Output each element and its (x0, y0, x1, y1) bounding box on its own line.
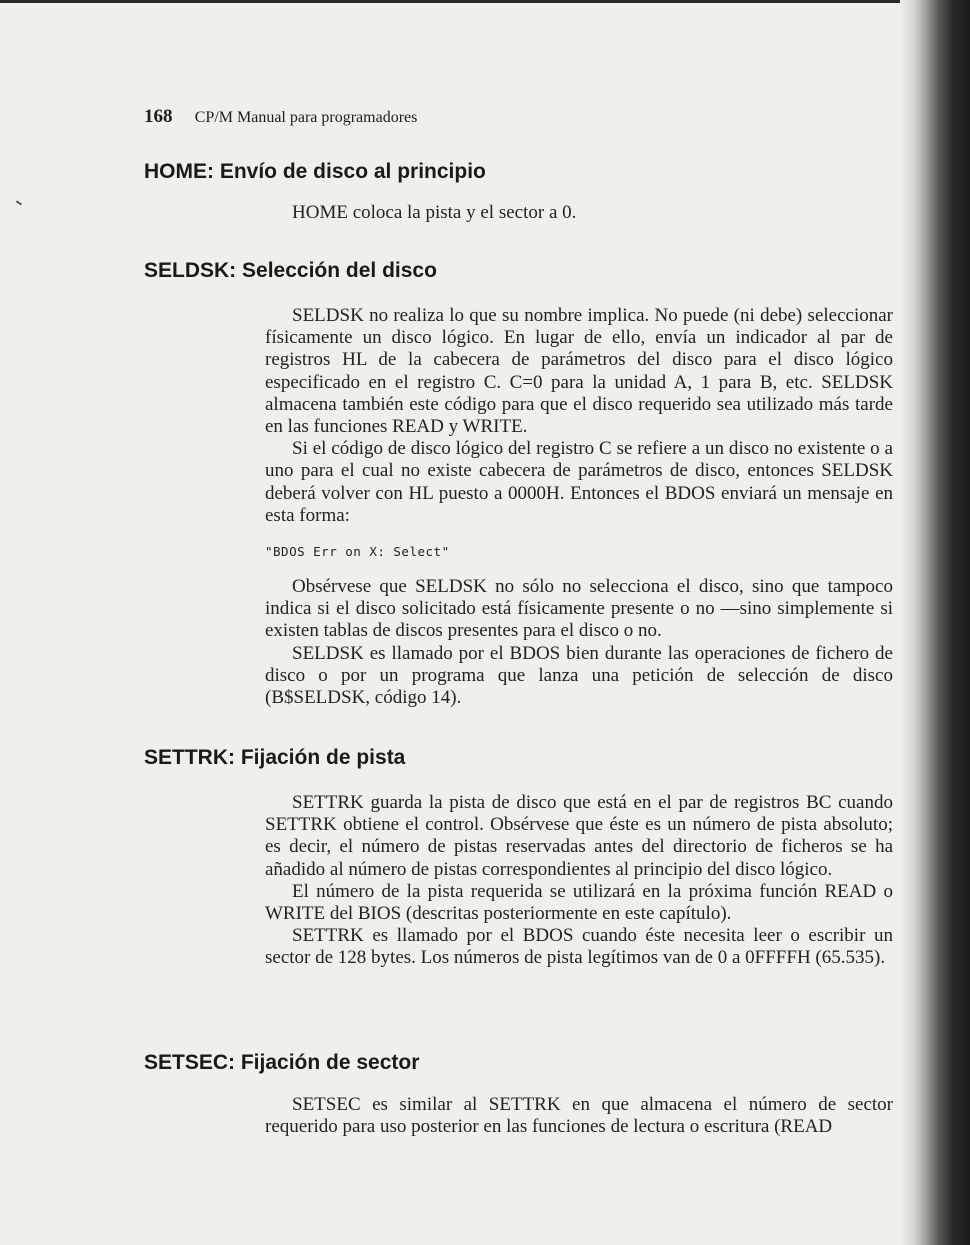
section-body-setsec (265, 1094, 893, 1138)
stray-mark (16, 200, 22, 205)
section-body-settrk (265, 792, 893, 970)
paragraph: SETTRK es llamado por el BDOS cuando éste necesita leer o escribir un sector de 128 bytes. Los números de pista legítimos van de 0 a 0FFFFH (65.535). (265, 925, 893, 969)
section-body-home (265, 202, 893, 224)
top-edge-rule (0, 0, 905, 3)
paragraph: Obsérvese que SELDSK no sólo no selecciona el disco, sino que tampoco indica si el disco solicitado está físicamente presente o no —sino simplemente si existen tablas de discos presentes para el disco o no. (265, 576, 893, 642)
paragraph: El número de la pista requerida se utilizará en la próxima función READ o WRITE del BIOS (descritas posteriormente en este capítulo). (265, 880, 893, 925)
section-body-seldsk (265, 305, 893, 527)
paragraph: SETSEC es similar al SETTRK en que almacena el número de sector requerido para uso posterior en las funciones de lectura o escritura (READ (265, 1094, 893, 1138)
paragraph: SELDSK es llamado por el BDOS bien durante las operaciones de fichero de disco o por un programa que lanza una petición de selección de disco (B$SELDSK, código 14). (265, 642, 893, 709)
paragraph: SELDSK no realiza lo que su nombre implica. No puede (ni debe) seleccionar físicamente un disco lógico. En lugar de ello, envía un indicador al par de registros HL de la cabecera de parámetros del disco para el disco lógico especificado en el registro C. C=0 para la unidad A, 1 para B, etc. SELDSK almacena también este código para que el disco requerido sea utilizado más tarde en las funciones READ y WRITE. (265, 305, 893, 438)
paragraph: HOME coloca la pista y el sector a 0. (292, 202, 577, 223)
book-spine-shadow (900, 0, 970, 1245)
section-title-setsec: SETSEC: Fijación de sector (144, 1051, 420, 1074)
running-title: CP/M Manual para programadores (194, 109, 418, 126)
section-title-seldsk: SELDSK: Selección del disco (144, 259, 437, 282)
section-title-settrk: SETTRK: Fijación de pista (144, 746, 406, 769)
paragraph: SETTRK guarda la pista de disco que está en el par de registros BC cuando SETTRK obtiene el control. Obsérvese que éste es un número de pista absoluto; es decir, el número de pistas reservadas antes del directorio de ficheros se ha añadido al número de pistas correspondientes al principio del disco lógico. (265, 792, 893, 880)
error-message-code: "BDOS Err on X: Select" (265, 544, 450, 559)
page-header (144, 106, 417, 128)
page-number: 168 (144, 106, 173, 127)
section-title-home: HOME: Envío de disco al principio (144, 160, 486, 183)
paragraph: Si el código de disco lógico del registro C se refiere a un disco no existente o a uno para el cual no existe cabecera de parámetros de disco, entonces SELDSK deberá volver con HL puesto a 0000H. Entonces el BDOS enviará un mensaje en esta forma: (265, 438, 893, 526)
section-body-seldsk-continued (265, 576, 893, 709)
